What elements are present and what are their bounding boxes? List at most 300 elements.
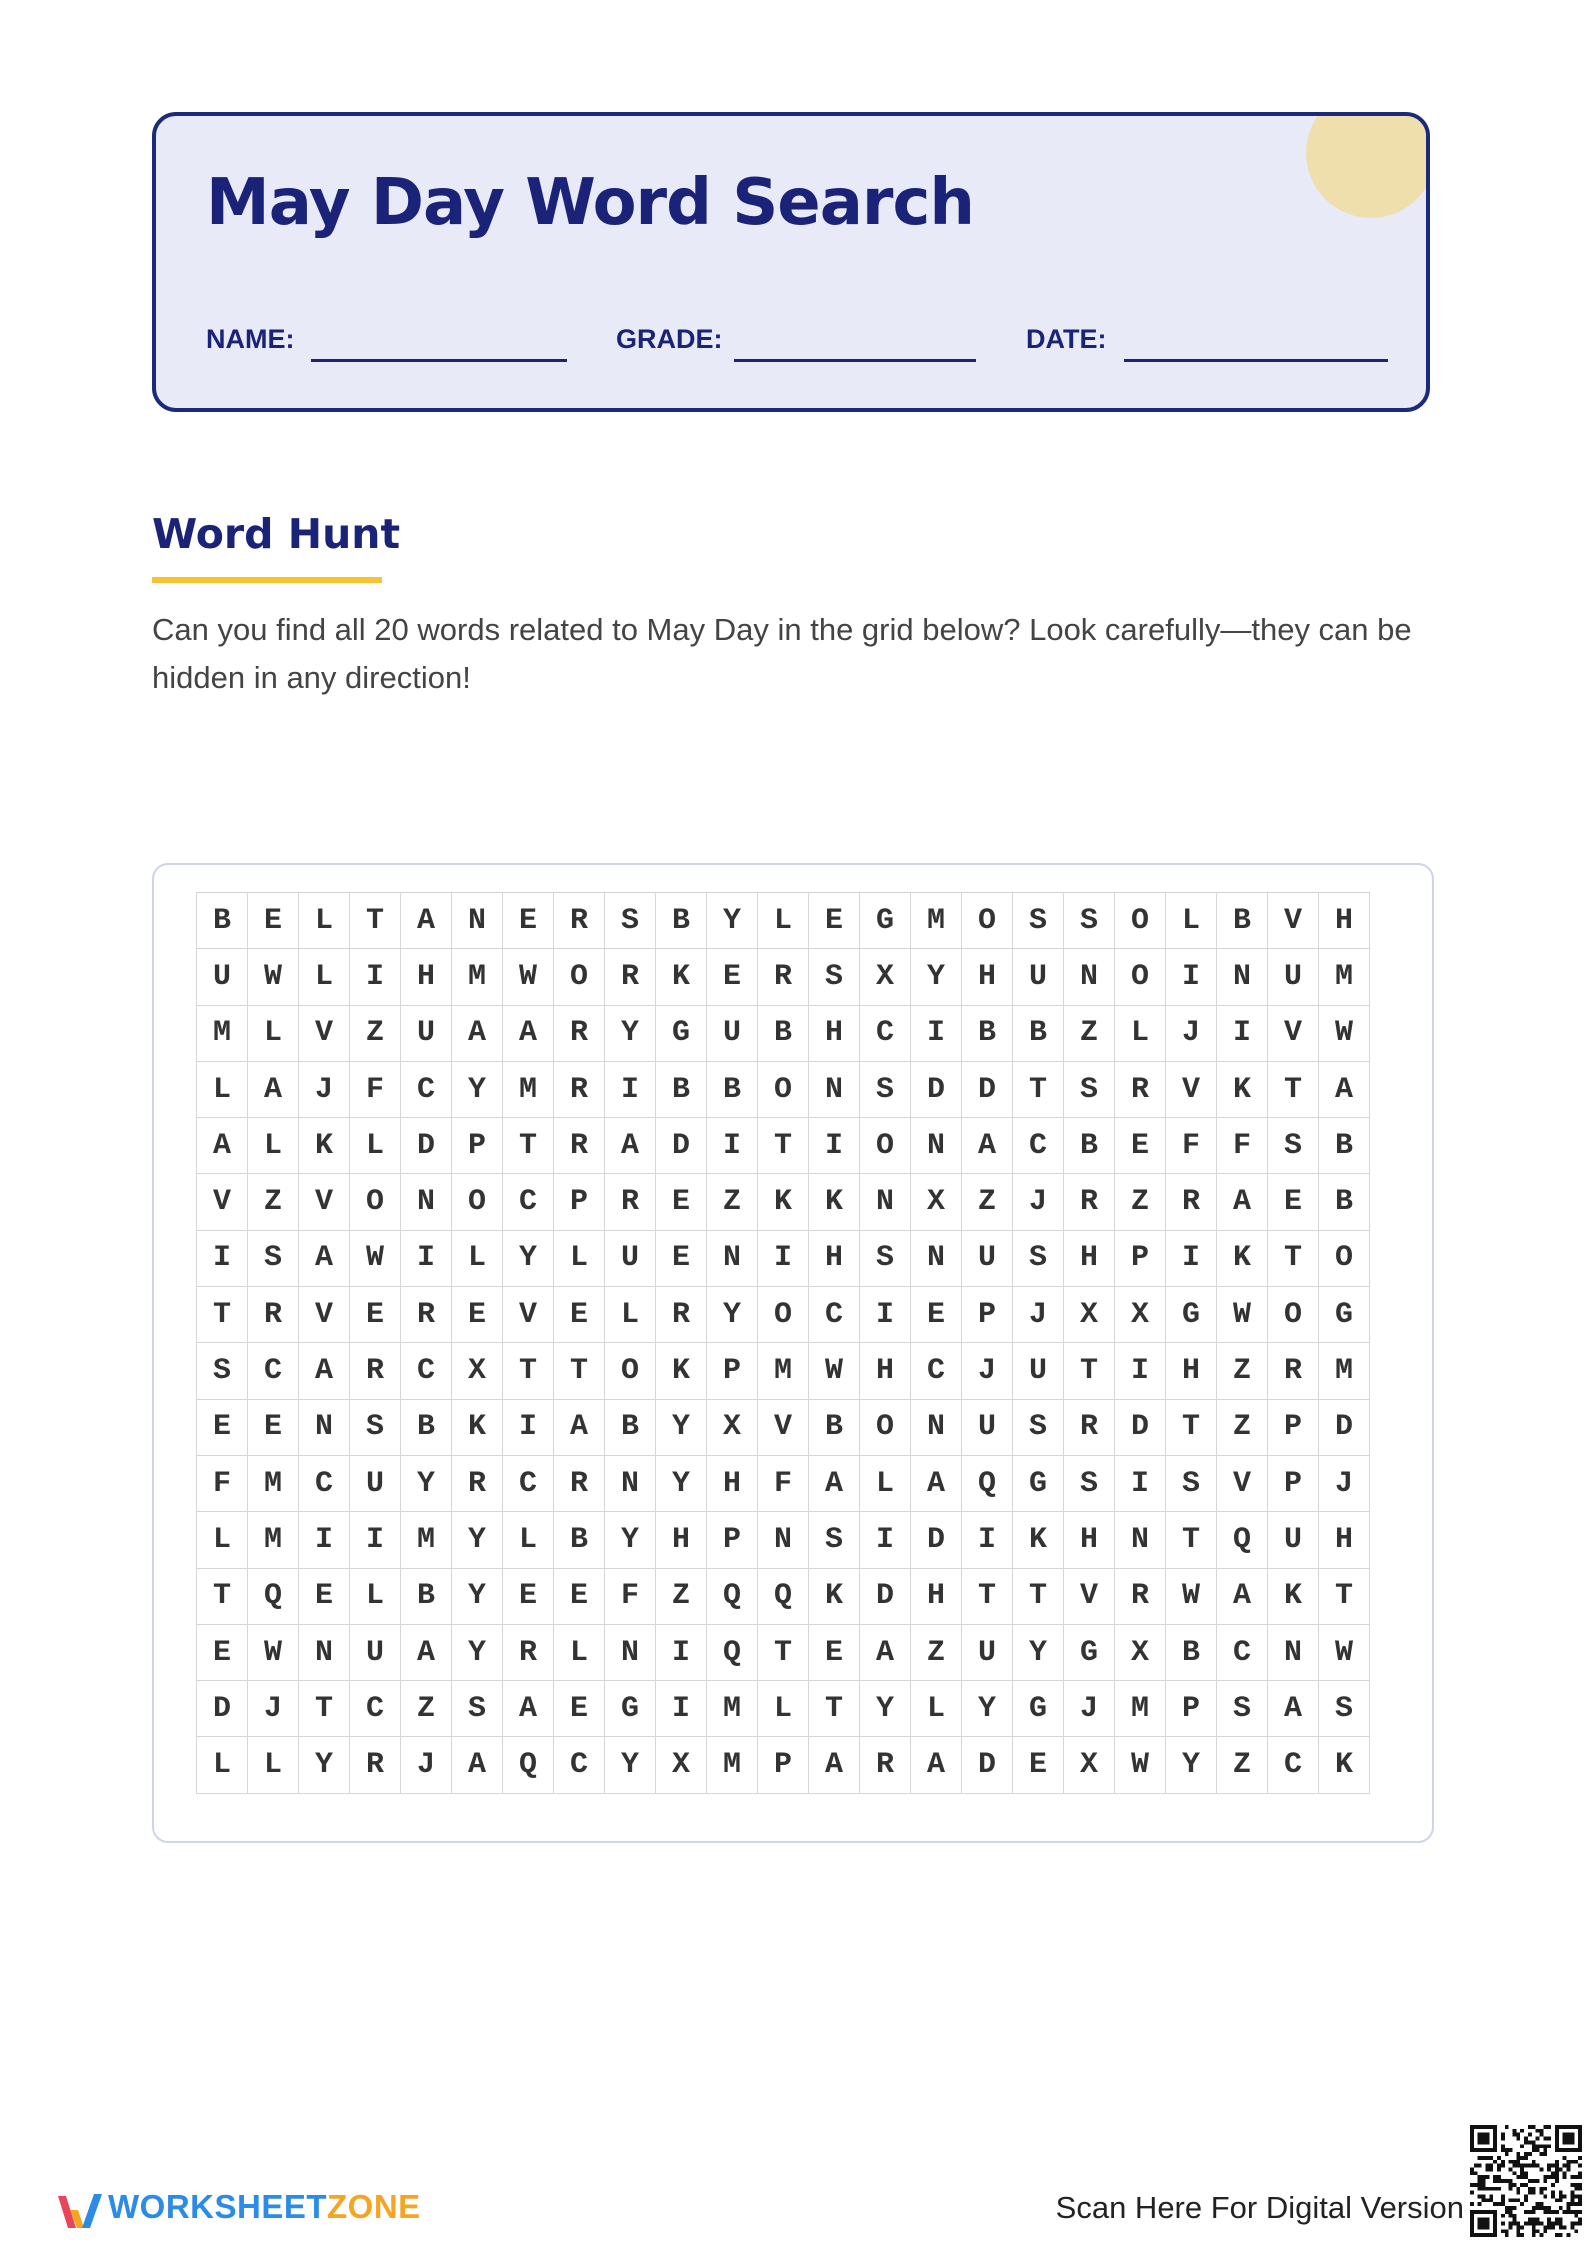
grid-cell[interactable]: E [299,1568,350,1624]
grid-cell[interactable]: D [860,1568,911,1624]
grid-cell[interactable]: W [1319,1624,1370,1680]
grid-cell[interactable]: Y [962,1681,1013,1737]
grid-cell[interactable]: I [350,1512,401,1568]
grid-cell[interactable]: W [350,1230,401,1286]
grid-cell[interactable]: Z [1115,1174,1166,1230]
grid-cell[interactable]: L [758,893,809,949]
grid-cell[interactable]: M [911,893,962,949]
grid-cell[interactable]: I [350,949,401,1005]
grid-cell[interactable]: T [350,893,401,949]
grid-cell[interactable]: Z [1064,1005,1115,1061]
grid-cell[interactable]: A [962,1118,1013,1174]
grid-cell[interactable]: X [656,1737,707,1793]
grid-cell[interactable]: I [1166,949,1217,1005]
grid-cell[interactable]: P [1166,1681,1217,1737]
grid-cell[interactable]: J [1319,1455,1370,1511]
grid-cell[interactable]: L [197,1061,248,1117]
grid-cell[interactable]: P [758,1737,809,1793]
grid-cell[interactable]: N [1115,1512,1166,1568]
grid-cell[interactable]: N [911,1230,962,1286]
grid-cell[interactable]: U [350,1624,401,1680]
grid-cell[interactable]: A [1319,1061,1370,1117]
grid-cell[interactable]: Q [962,1455,1013,1511]
grid-cell[interactable]: A [503,1681,554,1737]
grid-cell[interactable]: C [809,1287,860,1343]
grid-cell[interactable]: A [299,1230,350,1286]
grid-cell[interactable]: L [605,1287,656,1343]
grid-cell[interactable]: E [452,1287,503,1343]
grid-cell[interactable]: T [1268,1230,1319,1286]
grid-cell[interactable]: N [911,1399,962,1455]
grid-cell[interactable]: D [1319,1399,1370,1455]
grid-cell[interactable]: E [503,893,554,949]
grid-cell[interactable]: T [299,1681,350,1737]
grid-cell[interactable]: D [962,1737,1013,1793]
grid-cell[interactable]: I [758,1230,809,1286]
grid-cell[interactable]: L [554,1230,605,1286]
grid-cell[interactable]: T [758,1624,809,1680]
grid-cell[interactable]: F [197,1455,248,1511]
grid-cell[interactable]: G [1013,1681,1064,1737]
grid-cell[interactable]: I [656,1624,707,1680]
grid-cell[interactable]: B [401,1399,452,1455]
grid-cell[interactable]: R [860,1737,911,1793]
grid-cell[interactable]: P [554,1174,605,1230]
grid-cell[interactable]: D [911,1512,962,1568]
grid-cell[interactable]: T [1166,1512,1217,1568]
grid-cell[interactable]: Q [248,1568,299,1624]
grid-cell[interactable]: U [962,1230,1013,1286]
grid-cell[interactable]: T [1013,1061,1064,1117]
grid-cell[interactable]: A [401,1624,452,1680]
grid-cell[interactable]: G [1319,1287,1370,1343]
grid-cell[interactable]: M [248,1512,299,1568]
grid-cell[interactable]: F [1166,1118,1217,1174]
grid-cell[interactable]: E [350,1287,401,1343]
grid-cell[interactable]: P [1268,1455,1319,1511]
grid-cell[interactable]: B [656,1061,707,1117]
grid-cell[interactable]: R [503,1624,554,1680]
grid-cell[interactable]: S [248,1230,299,1286]
grid-cell[interactable]: U [350,1455,401,1511]
grid-cell[interactable]: L [554,1624,605,1680]
grid-cell[interactable]: R [605,949,656,1005]
grid-cell[interactable]: V [758,1399,809,1455]
grid-cell[interactable]: Z [656,1568,707,1624]
grid-cell[interactable]: B [656,893,707,949]
grade-line[interactable] [734,359,976,362]
grid-cell[interactable]: M [401,1512,452,1568]
grid-cell[interactable]: Y [860,1681,911,1737]
grid-cell[interactable]: D [1115,1399,1166,1455]
grid-cell[interactable]: Y [707,1287,758,1343]
grid-cell[interactable]: X [1115,1287,1166,1343]
grid-cell[interactable]: D [401,1118,452,1174]
grid-cell[interactable]: X [707,1399,758,1455]
grid-cell[interactable]: L [1115,1005,1166,1061]
grid-cell[interactable]: J [248,1681,299,1737]
grid-cell[interactable]: A [401,893,452,949]
grid-cell[interactable]: Y [605,1737,656,1793]
grid-cell[interactable]: S [1217,1681,1268,1737]
grid-cell[interactable]: R [605,1174,656,1230]
grid-cell[interactable]: P [962,1287,1013,1343]
grid-cell[interactable]: U [1013,949,1064,1005]
grid-cell[interactable]: R [1064,1399,1115,1455]
grid-cell[interactable]: M [248,1455,299,1511]
grid-cell[interactable]: N [860,1174,911,1230]
grid-cell[interactable]: S [1064,893,1115,949]
grid-cell[interactable]: Y [707,893,758,949]
grid-cell[interactable]: E [1013,1737,1064,1793]
grid-cell[interactable]: K [1217,1061,1268,1117]
grid-cell[interactable]: E [656,1230,707,1286]
grid-cell[interactable]: V [1268,893,1319,949]
grid-cell[interactable]: K [299,1118,350,1174]
grid-cell[interactable]: O [860,1399,911,1455]
grid-cell[interactable]: V [197,1174,248,1230]
grid-cell[interactable]: E [809,1624,860,1680]
grid-cell[interactable]: G [1013,1455,1064,1511]
grid-cell[interactable]: M [1319,949,1370,1005]
grid-cell[interactable]: A [860,1624,911,1680]
grid-cell[interactable]: Y [656,1399,707,1455]
grid-cell[interactable]: P [452,1118,503,1174]
grid-cell[interactable]: R [656,1287,707,1343]
grid-cell[interactable]: C [554,1737,605,1793]
grid-cell[interactable]: S [350,1399,401,1455]
grid-cell[interactable]: L [758,1681,809,1737]
grid-cell[interactable]: H [1064,1512,1115,1568]
grid-cell[interactable]: S [860,1230,911,1286]
grid-cell[interactable]: A [605,1118,656,1174]
grid-cell[interactable]: L [503,1512,554,1568]
grid-cell[interactable]: Y [401,1455,452,1511]
grid-cell[interactable]: A [554,1399,605,1455]
grid-cell[interactable]: R [554,1061,605,1117]
grid-cell[interactable]: N [452,893,503,949]
grid-cell[interactable]: Y [452,1061,503,1117]
grid-cell[interactable]: L [197,1737,248,1793]
grid-cell[interactable]: U [401,1005,452,1061]
grid-cell[interactable]: Q [758,1568,809,1624]
grid-cell[interactable]: W [1217,1287,1268,1343]
grid-cell[interactable]: H [962,949,1013,1005]
grid-cell[interactable]: Z [962,1174,1013,1230]
grid-cell[interactable]: R [248,1287,299,1343]
grid-cell[interactable]: Y [452,1512,503,1568]
grid-cell[interactable]: F [350,1061,401,1117]
grid-cell[interactable]: U [1013,1343,1064,1399]
grid-cell[interactable]: A [299,1343,350,1399]
grid-cell[interactable]: O [1115,949,1166,1005]
grid-cell[interactable]: B [809,1399,860,1455]
grid-cell[interactable]: K [1217,1230,1268,1286]
grid-cell[interactable]: H [1064,1230,1115,1286]
grid-cell[interactable]: L [452,1230,503,1286]
grid-cell[interactable]: C [860,1005,911,1061]
grid-cell[interactable]: H [1319,893,1370,949]
grid-cell[interactable]: I [299,1512,350,1568]
grid-cell[interactable]: R [350,1737,401,1793]
grid-cell[interactable]: L [299,949,350,1005]
grid-cell[interactable]: C [503,1455,554,1511]
grid-cell[interactable]: N [911,1118,962,1174]
grid-cell[interactable]: I [1217,1005,1268,1061]
grid-cell[interactable]: C [503,1174,554,1230]
grid-cell[interactable]: C [401,1343,452,1399]
grid-cell[interactable]: E [1268,1174,1319,1230]
grid-cell[interactable]: I [809,1118,860,1174]
grid-cell[interactable]: D [656,1118,707,1174]
grid-cell[interactable]: P [1268,1399,1319,1455]
grid-cell[interactable]: R [554,1118,605,1174]
grid-cell[interactable]: B [554,1512,605,1568]
grid-cell[interactable]: A [911,1737,962,1793]
grid-cell[interactable]: Q [707,1568,758,1624]
grid-cell[interactable]: X [911,1174,962,1230]
grid-cell[interactable]: Q [707,1624,758,1680]
grid-cell[interactable]: F [605,1568,656,1624]
grid-cell[interactable]: C [299,1455,350,1511]
grid-cell[interactable]: Y [911,949,962,1005]
grid-cell[interactable]: A [452,1737,503,1793]
grid-cell[interactable]: T [1268,1061,1319,1117]
grid-cell[interactable]: Y [1013,1624,1064,1680]
grid-cell[interactable]: K [1319,1737,1370,1793]
grid-cell[interactable]: A [1217,1568,1268,1624]
grid-cell[interactable]: V [1166,1061,1217,1117]
grid-cell[interactable]: E [248,893,299,949]
grid-cell[interactable]: Y [656,1455,707,1511]
grid-cell[interactable]: S [452,1681,503,1737]
grid-cell[interactable]: I [401,1230,452,1286]
grid-cell[interactable]: K [758,1174,809,1230]
grid-cell[interactable]: P [707,1343,758,1399]
grid-cell[interactable]: E [554,1568,605,1624]
grid-cell[interactable]: P [707,1512,758,1568]
grid-cell[interactable]: I [860,1287,911,1343]
grid-cell[interactable]: N [1217,949,1268,1005]
grid-cell[interactable]: B [1013,1005,1064,1061]
grid-cell[interactable]: T [809,1681,860,1737]
grid-cell[interactable]: L [299,893,350,949]
grid-cell[interactable]: T [1064,1343,1115,1399]
grid-cell[interactable]: L [248,1005,299,1061]
grid-cell[interactable]: W [1319,1005,1370,1061]
grid-cell[interactable]: S [1013,1399,1064,1455]
grid-cell[interactable]: T [197,1568,248,1624]
grid-cell[interactable]: U [962,1399,1013,1455]
grid-cell[interactable]: E [197,1624,248,1680]
grid-cell[interactable]: H [656,1512,707,1568]
grid-cell[interactable]: K [452,1399,503,1455]
name-line[interactable] [311,359,567,362]
grid-cell[interactable]: R [554,1005,605,1061]
qr-code-icon[interactable] [1470,2125,1582,2237]
grid-cell[interactable]: I [1166,1230,1217,1286]
grid-cell[interactable]: K [1268,1568,1319,1624]
grid-cell[interactable]: J [1166,1005,1217,1061]
grid-cell[interactable]: V [299,1287,350,1343]
grid-cell[interactable]: T [1166,1399,1217,1455]
grid-cell[interactable]: C [401,1061,452,1117]
grid-cell[interactable]: M [452,949,503,1005]
grid-cell[interactable]: Z [1217,1737,1268,1793]
grid-cell[interactable]: K [656,949,707,1005]
grid-cell[interactable]: S [1064,1455,1115,1511]
grid-cell[interactable]: E [197,1399,248,1455]
grid-cell[interactable]: B [962,1005,1013,1061]
grid-cell[interactable]: Z [911,1624,962,1680]
grid-cell[interactable]: D [962,1061,1013,1117]
grid-cell[interactable]: R [1115,1061,1166,1117]
grid-cell[interactable]: E [1115,1118,1166,1174]
grid-cell[interactable]: H [707,1455,758,1511]
grid-cell[interactable]: W [1166,1568,1217,1624]
grid-cell[interactable]: Y [452,1568,503,1624]
grid-cell[interactable]: W [809,1343,860,1399]
grid-cell[interactable]: Q [1217,1512,1268,1568]
grid-cell[interactable]: X [1115,1624,1166,1680]
grid-cell[interactable]: I [707,1118,758,1174]
grid-cell[interactable]: T [503,1343,554,1399]
grid-cell[interactable]: Z [707,1174,758,1230]
grid-cell[interactable]: A [197,1118,248,1174]
grid-cell[interactable]: I [911,1005,962,1061]
grid-cell[interactable]: T [1013,1568,1064,1624]
grid-cell[interactable]: J [401,1737,452,1793]
grid-cell[interactable]: R [554,893,605,949]
grid-cell[interactable]: S [1166,1455,1217,1511]
grid-cell[interactable]: V [299,1005,350,1061]
grid-cell[interactable]: I [1115,1343,1166,1399]
grid-cell[interactable]: R [452,1455,503,1511]
grid-cell[interactable]: K [809,1568,860,1624]
grid-cell[interactable]: Z [401,1681,452,1737]
grid-cell[interactable]: G [656,1005,707,1061]
grid-cell[interactable]: T [503,1118,554,1174]
grid-cell[interactable]: U [707,1005,758,1061]
grid-cell[interactable]: G [605,1681,656,1737]
grid-cell[interactable]: R [1115,1568,1166,1624]
grid-cell[interactable]: N [707,1230,758,1286]
grid-cell[interactable]: H [809,1230,860,1286]
grid-cell[interactable]: S [1268,1118,1319,1174]
grid-cell[interactable]: Q [503,1737,554,1793]
grid-cell[interactable]: H [1319,1512,1370,1568]
grid-cell[interactable]: S [1064,1061,1115,1117]
grid-cell[interactable]: S [1013,1230,1064,1286]
grid-cell[interactable]: C [1013,1118,1064,1174]
grid-cell[interactable]: Z [1217,1343,1268,1399]
grid-cell[interactable]: O [860,1118,911,1174]
grid-cell[interactable]: Z [248,1174,299,1230]
grid-cell[interactable]: O [350,1174,401,1230]
grid-cell[interactable]: A [1217,1174,1268,1230]
grid-cell[interactable]: N [605,1455,656,1511]
grid-cell[interactable]: P [1115,1230,1166,1286]
grid-cell[interactable]: B [1319,1174,1370,1230]
grid-cell[interactable]: I [1115,1455,1166,1511]
grid-cell[interactable]: B [1319,1118,1370,1174]
grid-cell[interactable]: O [1268,1287,1319,1343]
grid-cell[interactable]: S [860,1061,911,1117]
grid-cell[interactable]: U [605,1230,656,1286]
grid-cell[interactable]: S [809,949,860,1005]
grid-cell[interactable]: C [1217,1624,1268,1680]
grid-cell[interactable]: R [1064,1174,1115,1230]
grid-cell[interactable]: H [911,1568,962,1624]
grid-cell[interactable]: A [452,1005,503,1061]
grid-cell[interactable]: N [809,1061,860,1117]
grid-cell[interactable]: T [1319,1568,1370,1624]
grid-cell[interactable]: D [911,1061,962,1117]
grid-cell[interactable]: R [1268,1343,1319,1399]
grid-cell[interactable]: E [248,1399,299,1455]
grid-cell[interactable]: A [248,1061,299,1117]
grid-cell[interactable]: R [554,1455,605,1511]
grid-cell[interactable]: I [860,1512,911,1568]
grid-cell[interactable]: Y [452,1624,503,1680]
grid-cell[interactable]: X [452,1343,503,1399]
grid-cell[interactable]: M [707,1737,758,1793]
grid-cell[interactable]: G [1064,1624,1115,1680]
grid-cell[interactable]: R [1166,1174,1217,1230]
grid-cell[interactable]: N [401,1174,452,1230]
grid-cell[interactable]: O [1319,1230,1370,1286]
grid-cell[interactable]: O [452,1174,503,1230]
grid-cell[interactable]: T [554,1343,605,1399]
grid-cell[interactable]: L [197,1512,248,1568]
grid-cell[interactable]: O [962,893,1013,949]
grid-cell[interactable]: E [656,1174,707,1230]
grid-cell[interactable]: U [962,1624,1013,1680]
grid-cell[interactable]: A [1268,1681,1319,1737]
grid-cell[interactable]: E [911,1287,962,1343]
grid-cell[interactable]: I [197,1230,248,1286]
grid-cell[interactable]: M [197,1005,248,1061]
grid-cell[interactable]: R [758,949,809,1005]
grid-cell[interactable]: L [1166,893,1217,949]
grid-cell[interactable]: A [503,1005,554,1061]
grid-cell[interactable]: C [911,1343,962,1399]
grid-cell[interactable]: C [350,1681,401,1737]
grid-cell[interactable]: L [911,1681,962,1737]
grid-cell[interactable]: X [860,949,911,1005]
grid-cell[interactable]: K [656,1343,707,1399]
grid-cell[interactable]: H [809,1005,860,1061]
grid-cell[interactable]: S [1013,893,1064,949]
grid-cell[interactable]: R [401,1287,452,1343]
grid-cell[interactable]: T [758,1118,809,1174]
date-line[interactable] [1124,359,1388,362]
grid-cell[interactable]: B [605,1399,656,1455]
grid-cell[interactable]: E [554,1681,605,1737]
grid-cell[interactable]: G [1166,1287,1217,1343]
grid-cell[interactable]: O [758,1287,809,1343]
grid-cell[interactable]: B [1064,1118,1115,1174]
grid-cell[interactable]: Z [350,1005,401,1061]
grid-cell[interactable]: Y [605,1005,656,1061]
grid-cell[interactable]: J [1013,1174,1064,1230]
grid-cell[interactable]: A [809,1737,860,1793]
grid-cell[interactable]: N [1268,1624,1319,1680]
grid-cell[interactable]: Y [605,1512,656,1568]
grid-cell[interactable]: E [809,893,860,949]
grid-cell[interactable]: I [656,1681,707,1737]
grid-cell[interactable]: A [809,1455,860,1511]
